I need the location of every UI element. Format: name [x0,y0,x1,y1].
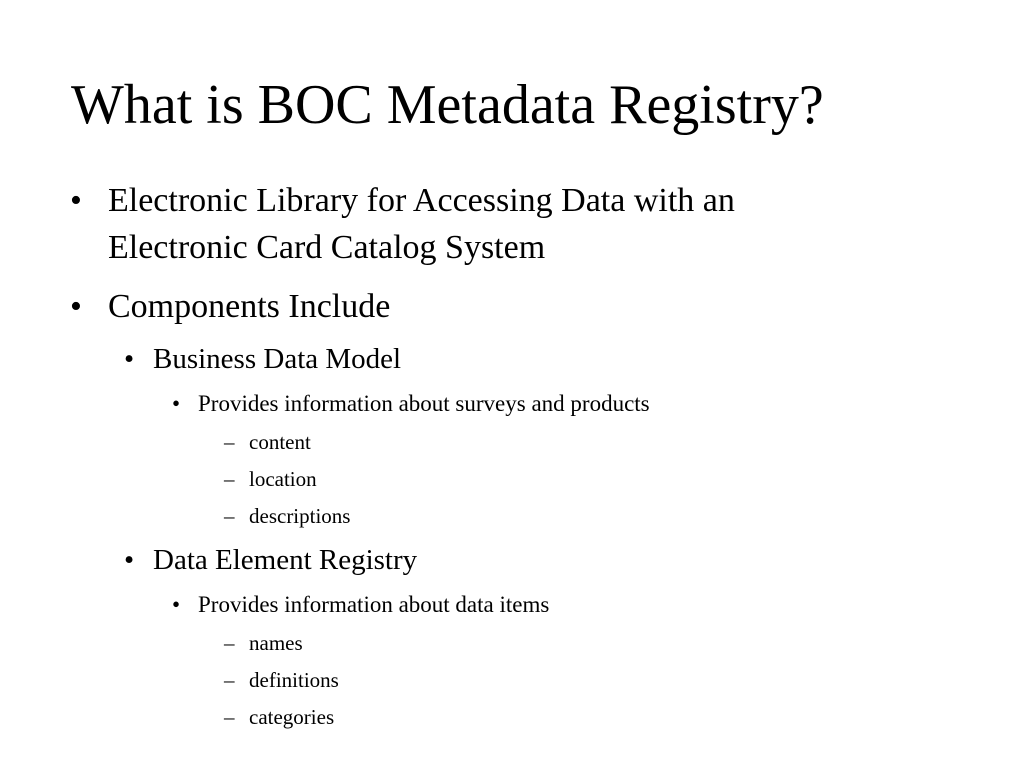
bullet-bdm-description: Provides information about surveys and products [198,391,650,416]
dash-marker: – [224,467,235,491]
dash-marker: – [224,430,235,454]
dash-marker: – [224,705,235,729]
sub-item-names: names [249,631,303,655]
bullet-marker: • [70,288,82,325]
bullet-der-description: Provides information about data items [198,592,550,617]
bullet-business-data-model: Business Data Model [153,343,402,375]
slide-title: What is BOC Metadata Registry? [71,74,824,136]
dash-marker: – [224,631,235,655]
bullet-electronic-library-line2: Electronic Card Catalog System [108,229,546,266]
bullet-marker: • [124,343,135,375]
bullet-data-element-registry: Data Element Registry [153,544,418,576]
sub-item-descriptions: descriptions [249,504,351,528]
sub-item-categories: categories [249,705,335,729]
bullet-marker: • [70,182,82,219]
sub-item-definitions: definitions [249,668,339,692]
bullet-marker: • [172,592,181,617]
dash-marker: – [224,504,235,528]
bullet-components-include: Components Include [108,288,391,325]
sub-item-location: location [249,467,317,491]
bullet-marker: • [172,391,181,416]
dash-marker: – [224,668,235,692]
bullet-electronic-library-line1: Electronic Library for Accessing Data with an [108,182,735,219]
sub-item-content: content [249,430,311,454]
bullet-marker: • [124,544,135,576]
